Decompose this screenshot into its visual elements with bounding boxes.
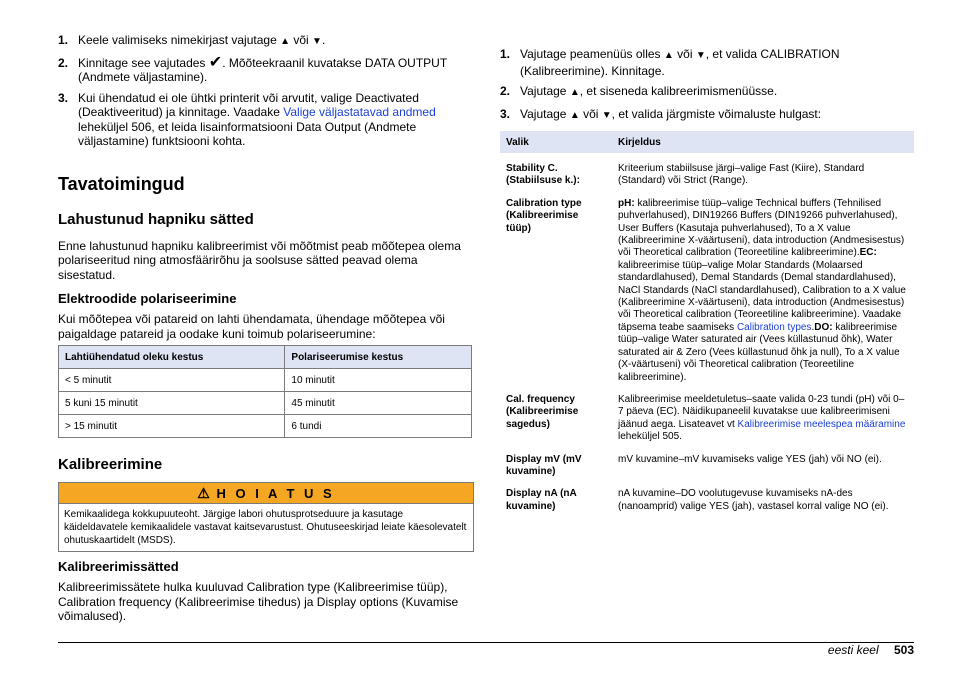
warning-icon: ⚠ (197, 485, 210, 501)
footer-divider (58, 642, 914, 643)
down-arrow-icon: ▼ (601, 109, 612, 121)
polarization-text: Kui mõõtepea või patareid on lahti ühendamata, ühendage mõõtepea või paigaldage patareid ja oodake kuni toimub polariseerumine: (58, 312, 445, 341)
table-row (500, 188, 914, 384)
warning-label: H O I A T U S (216, 486, 335, 501)
table-row (59, 392, 472, 415)
option-desc: mV kuvamine–mV kuvamiseks valige YES (jah) või NO (ei). (618, 453, 882, 465)
calibration-settings-title: Kalibreerimissätted (58, 559, 179, 574)
table-row (500, 478, 914, 513)
step-text: või (677, 47, 693, 61)
table-cell: 10 minutit (285, 369, 472, 392)
table-header: Valik (500, 131, 612, 153)
option-desc: nA kuvamine–DO voolutugevuse kuvamiseks nA-des (nanoamprid) valige YES (jah), vastasel korral valige NO (ei). (618, 488, 889, 512)
right-steps (500, 47, 914, 123)
table-row (59, 369, 472, 392)
step-number: 1. (58, 33, 69, 47)
step-text: Vajutage (520, 106, 567, 121)
do-text: kalibreerimise tüüp–valige Water saturated air (Vees küllastunud õhk), Water saturated air & Zero (Vees küllastunud õhk ja null), To a X value (X-väärtuseni) või Theoretical calibration (Teoreetiline kalibreerimine). (618, 321, 900, 383)
step-text: Kinnitage see vajutades (78, 55, 206, 70)
warning-header (59, 483, 473, 504)
option-key: Stability C. (Stabiilsuse k.): (506, 163, 580, 187)
step-number: 1. (500, 47, 511, 61)
link-calibration-types[interactable]: Calibration types (736, 321, 812, 333)
ph-label: pH: (618, 197, 635, 209)
list-item (500, 47, 914, 78)
option-desc (612, 384, 914, 444)
table-cell: > 15 minutit (59, 415, 285, 438)
table-row (500, 444, 914, 479)
table-row (500, 153, 914, 188)
step-text: . (321, 33, 326, 47)
step-number: 2. (58, 55, 69, 70)
option-key: Display mV (mV kuvamine) (506, 453, 582, 477)
up-arrow-icon: ▲ (569, 87, 580, 98)
step-text: või (583, 106, 599, 121)
step-text: , et valida CALIBRATION (Kalibreerimine). Kinnitage. (520, 47, 840, 78)
subsection-title-do-settings: Lahustunud hapniku sätted (58, 210, 254, 228)
up-arrow-icon: ▲ (280, 36, 290, 47)
step-number: 3. (500, 106, 511, 121)
calibration-settings-text: Kalibreerimissätete hulka kuuluvad Calibration type (Kalibreerimise tüüp), Calibration frequency (Kalibreerimise tihedus) ja Display options (Kuvamise võimalused). (58, 580, 459, 623)
option-desc: Kriteerium stabiilsuse järgi–valige Fast (Kiire), Standard (Standard) või Strict (Range). (618, 163, 865, 187)
step-number: 3. (58, 90, 69, 105)
step-text: leheküljel 506, et leida lisainformatsiooni Data Output (Andmete väljastamine) funktsiooni kohta. (78, 119, 417, 148)
table-header-row (59, 346, 472, 369)
ph-text: kalibreerimise tüüp–valige Technical buffers (Tehnilised puhverlahused), DIN19266 Buffers (DIN19266 puhverlahused), User Buffers (Kasutaja puhverlahused), To a X value (Kalibreerimine X-väärtuseni), data introduction (Andmesisestus) või Theoretical calibration (Teoreetiline kalibreerimine). (618, 197, 905, 259)
table-row (500, 384, 914, 444)
link-data-output[interactable]: Valige väljastatavad andmed (283, 105, 436, 119)
option-key: Cal. frequency (Kalibreerimise sagedus) (506, 393, 579, 430)
option-key: Calibration type (Kalibreerimise tüüp) (506, 197, 582, 234)
left-steps (58, 33, 472, 149)
option-desc: pH: kalibreerimise tüüp–valige Technical buffers (Tehnilised puhverlahused), DIN19266 Buffers (DIN19266 puhverlahused), User Buffers (Kasutaja puhverlahused), To a X value (Kalibreerimine X-väärtuseni), data introduction (Andmesisestus) või Theoretical calibration (Teoreetiline kalibreerimine).EC: kalibreerimise tüüp–valige Molar Standards (Molaarsed standardlahused), Demal Standards (Demal standardlahused), NaCl Standards (NaCl standardlahused), Calibration to a X value (Kalibreerimine X-väärtuseni), data introduction (Andmesisestus) või Theoretical calibration (Teoreetiline kalibreerimine). Vaadake täpsema teabe saamiseks Calibration types.DO: kalibreerimise tüüp–valige Water saturated air (Vees küllastunud õhk), Water saturated air & Zero (Vees küllastunud õhk ja null), To a X value (X-väärtuseni) või Theoretical calibration (Teoreetiline kalibreerimine). (618, 197, 906, 383)
table-header: Polariseerumise kestus (285, 346, 472, 369)
do-settings-text: Enne lahustunud hapniku kalibreerimist või mõõtmist peab mõõtepea olema polariseeritud ning atmosfäärirõhu ja soolsuse sätted peavad olema sisestatud. (58, 238, 461, 282)
left-column (58, 33, 472, 624)
ec-text: kalibreerimise tüüp–valige Molar Standards (Molaarsed standardlahused), Demal Standards (Demal standardlahused), NaCl Standards (NaCl standardlahused), Calibration to a X value (Kalibreerimine X-väärtuseni), data introduction (Andmesisestus) või Theoretical calibration (Teoreetiline kalibreerimine). Vaadake täpsema teabe saamiseks (618, 259, 906, 333)
table-header: Lahtiühendatud oleku kestus (59, 346, 285, 369)
option-key: Display nA (nA kuvamine) (506, 488, 577, 512)
freq-text: Kalibreerimise meeldetuletus–saate valida 0-23 tundi (pH) või 0–7 päeva (EC). Näidikupaneelil kuvatakse uue kalibreerimiseni jäänud aega. Lisateavet vt (618, 393, 905, 430)
step-text: Kui ühendatud ei ole ühtki printerit või arvutit, valige Deactivated (Deaktiveeritud) ja kinnitage. Vaadake (78, 90, 419, 119)
footer-language: eesti keel (827, 643, 879, 657)
step-text: , et siseneda kalibreerimismenüüsse. (579, 84, 778, 98)
table-header: Kirjeldus (612, 131, 914, 153)
section-title: Tavatoimingud (58, 173, 185, 194)
step-text: Vajutage peamenüüs olles (520, 47, 661, 61)
down-arrow-icon: ▼ (695, 50, 706, 61)
list-item (500, 84, 914, 101)
warning-box (58, 482, 474, 552)
down-arrow-icon: ▼ (312, 36, 322, 47)
table-row (59, 415, 472, 438)
footer (828, 643, 914, 657)
list-item (500, 107, 914, 124)
do-label: DO: (814, 321, 833, 333)
polarization-table (58, 345, 472, 438)
table-cell: < 5 minutit (59, 369, 285, 392)
table-cell: 45 minutit (285, 392, 472, 415)
step-number: 2. (500, 84, 511, 98)
ec-label: EC: (859, 247, 877, 259)
up-arrow-icon: ▲ (569, 109, 580, 121)
warning-text: Kemikaalidega kokkupuuteoht. Järgige labori ohutusprotseduure ja kasutage käideldavatele kemikaalidele vastavat kaitsevarustust. Ohutuseeskirjad leiate käesolevatelt ohutuskaartidelt (MSDS). (64, 509, 467, 546)
list-item (58, 91, 472, 149)
table-cell: 5 kuni 15 minutit (59, 392, 285, 415)
up-arrow-icon: ▲ (663, 50, 674, 61)
check-icon: ✔ (208, 53, 223, 71)
page-number: 503 (893, 643, 914, 657)
step-text: , et valida järgmiste võimaluste hulgast: (611, 106, 822, 121)
calibration-options-table (500, 131, 914, 513)
freq-post: leheküljel 505. (618, 431, 682, 443)
table-cell: 6 tundi (285, 415, 472, 438)
table-header-row (500, 131, 914, 153)
link-calibration-reminder[interactable]: Kalibreerimise meelespea määramine (737, 418, 906, 430)
step-text: või (293, 33, 309, 47)
step-text: . Mõõteekraanil kuvatakse DATA OUTPUT (Andmete väljastamine). (78, 55, 447, 84)
step-text: Keele valimiseks nimekirjast vajutage (78, 33, 277, 47)
polarization-title: Elektroodide polariseerimine (58, 291, 237, 306)
subsection-title-calibration: Kalibreerimine (58, 456, 163, 473)
step-text: Vajutage (520, 84, 567, 98)
list-item (58, 33, 472, 50)
right-column (500, 47, 914, 513)
list-item (58, 53, 472, 85)
